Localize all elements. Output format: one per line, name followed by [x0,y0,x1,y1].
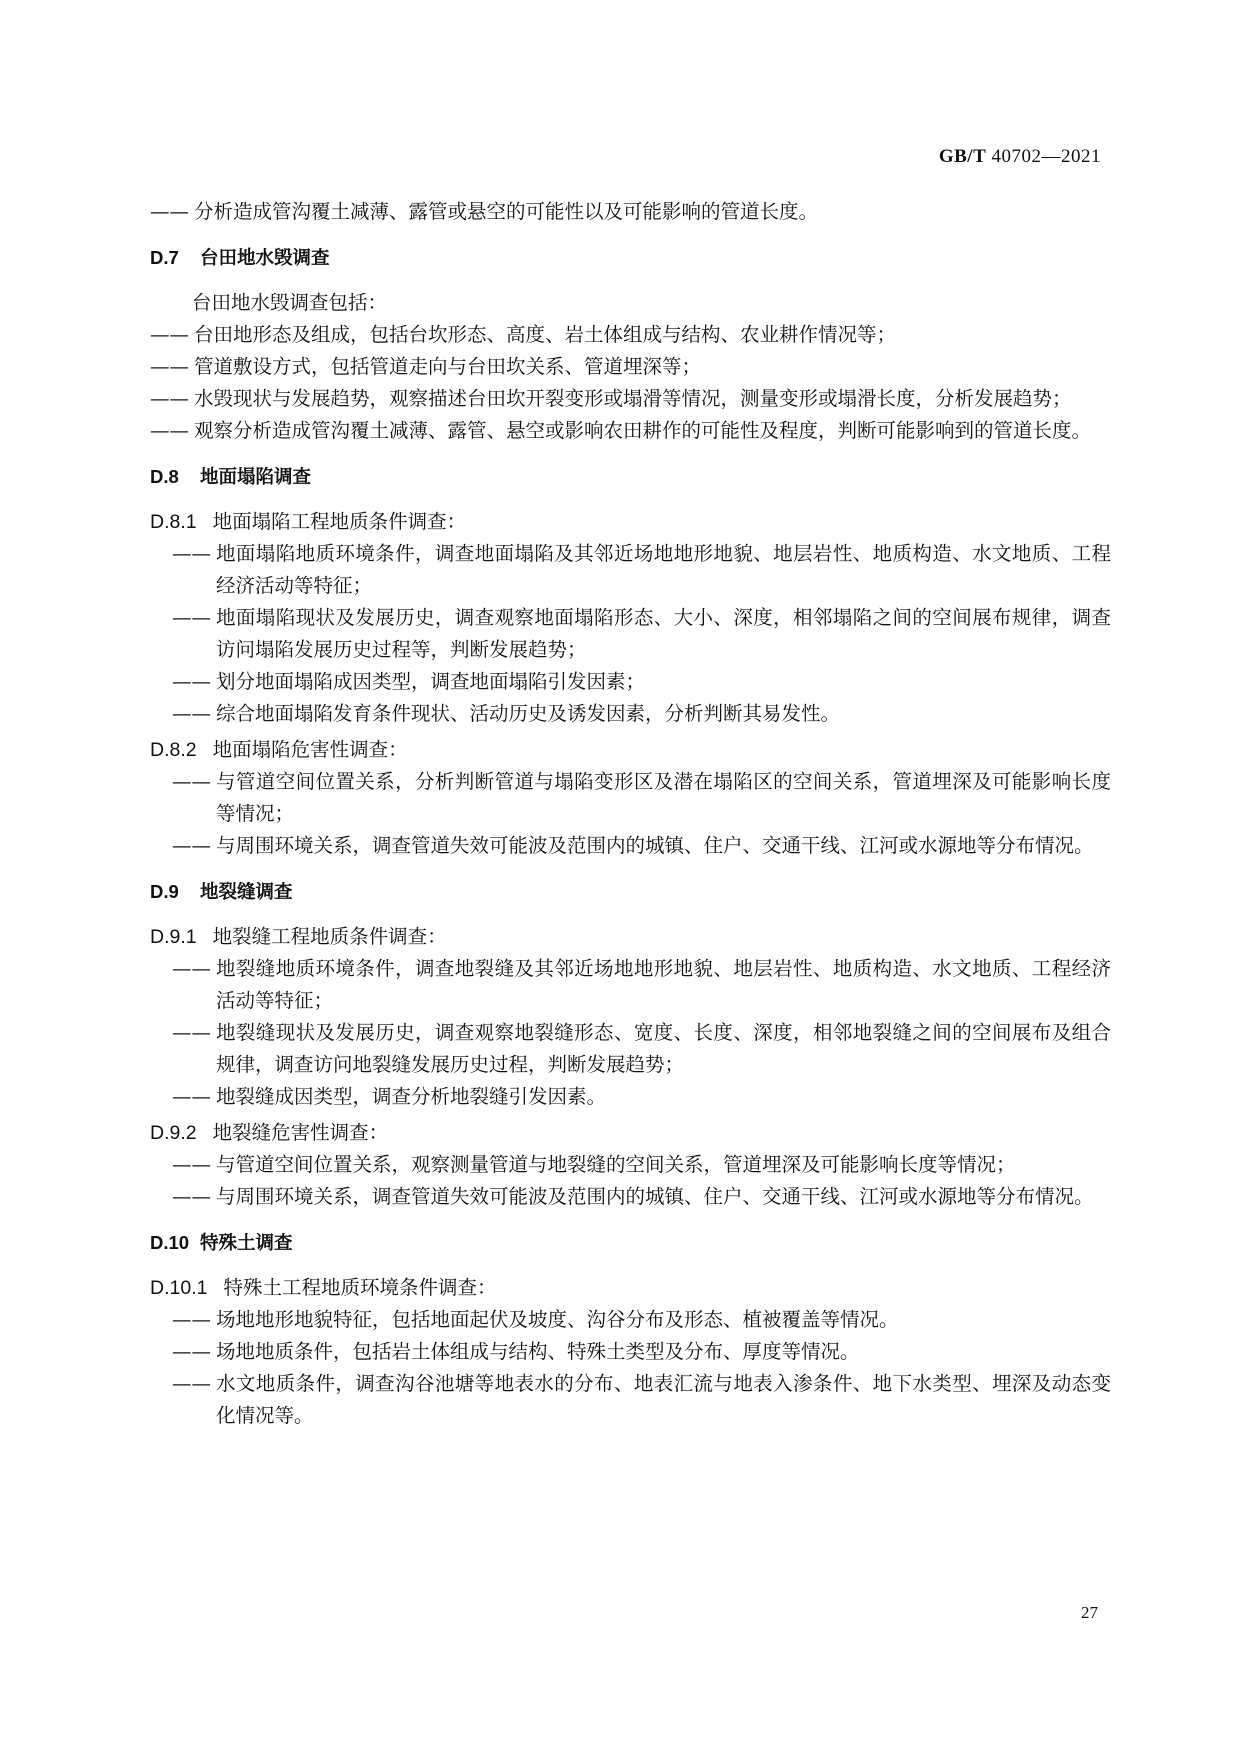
dash-marker: —— [172,670,211,693]
list-item [150,383,1111,415]
dash-marker: —— [150,387,189,410]
list-item-text: 综合地面塌陷发育条件现状、活动历史及诱发因素，分析判断其易发性。 [216,702,841,725]
list-item [150,351,1111,383]
list-item-text: 管道敷设方式，包括管道走向与台田坎关系、管道埋深等； [194,355,702,378]
section-title: 特殊土调查 [200,1233,293,1254]
subsection-number: D.10.1 [150,1277,208,1299]
subsection-heading-d9-2 [150,1117,1111,1149]
subsection-heading-d8-1 [150,506,1111,538]
dash-marker: —— [172,1153,211,1176]
list-item [172,538,1111,602]
subsection-title: 地裂缝危害性调查： [212,1121,389,1144]
section-number: D.9 [150,881,179,902]
list-item-text: 与周围环境关系，调查管道失效可能波及范围内的城镇、住户、交通干线、江河或水源地等分布情况。 [216,1185,1094,1208]
list-item [172,1081,1111,1113]
section-title: 地面塌陷调查 [200,467,312,488]
list-item-text: 地裂缝成因类型，调查分析地裂缝引发因素。 [216,1085,607,1108]
subsection-heading-d9-1 [150,921,1111,953]
list-item-text: 地裂缝地质环境条件，调查地裂缝及其邻近场地地形地貌、地层岩性、地质构造、水文地质、工程经济活动等特征； [216,957,1111,1012]
list-item-text: 场地地形地貌特征，包括地面起伏及坡度、沟谷分布及形态、植被覆盖等情况。 [216,1308,899,1331]
section-number: D.7 [150,247,179,268]
list-item-text: 水文地质条件，调查沟谷池塘等地表水的分布、地表汇流与地表入渗条件、地下水类型、埋深及动态变化情况等。 [216,1372,1111,1427]
list-item [172,1336,1111,1368]
list-item-text: 台田地形态及组成，包括台坎形态、高度、岩土体组成与结构、农业耕作情况等； [194,323,897,346]
document-body [150,196,1111,1432]
dash-marker: —— [172,1085,211,1108]
list-item [172,698,1111,730]
section-title: 台田地水毁调查 [200,248,330,269]
standard-code-prefix: GB/T [938,146,987,167]
list-item-text: 地面塌陷地质环境条件，调查地面塌陷及其邻近场地地形地貌、地层岩性、地质构造、水文地质、工程经济活动等特征； [216,542,1111,597]
list-item-text: 与管道空间位置关系，分析判断管道与塌陷变形区及潜在塌陷区的空间关系，管道埋深及可能影响长度等情况； [216,770,1111,825]
list-item [172,1149,1111,1181]
dash-marker: —— [172,957,211,980]
list-item [172,1181,1111,1213]
list-item-text: 地裂缝现状及发展历史，调查观察地裂缝形态、宽度、长度、深度，相邻地裂缝之间的空间展布及组合规律，调查访问地裂缝发展历史过程，判断发展趋势； [216,1021,1111,1076]
dash-marker: —— [172,1308,211,1331]
list-item [172,602,1111,666]
list-item-text: 划分地面塌陷成因类型，调查地面塌陷引发因素； [216,670,646,693]
dash-marker: —— [172,1340,211,1363]
dash-marker: —— [172,1185,211,1208]
section-heading-d8 [150,461,1111,494]
list-item [150,415,1111,447]
list-item-text: 场地地质条件，包括岩土体组成与结构、特殊土类型及分布、厚度等情况。 [216,1340,860,1363]
subsection-number: D.9.1 [150,926,197,948]
standard-code-number: 40702—2021 [991,146,1101,167]
dash-marker: —— [172,770,211,793]
list-item [150,196,1111,228]
subsection-title: 地面塌陷危害性调查： [212,738,408,761]
section-number: D.8 [150,466,179,487]
dash-marker: —— [150,419,189,442]
list-item-text: 分析造成管沟覆土减薄、露管或悬空的可能性以及可能影响的管道长度。 [194,200,819,223]
section-heading-d10 [150,1227,1111,1260]
section-intro: 台田地水毁调查包括： [192,291,388,314]
dash-marker: —— [172,702,211,725]
dash-marker: —— [172,834,211,857]
section-heading-d7 [150,242,1111,275]
list-item [172,1304,1111,1336]
subsection-title: 特殊土工程地质环境条件调查： [223,1276,497,1299]
list-item-text: 地面塌陷现状及发展历史，调查观察地面塌陷形态、大小、深度，相邻塌陷之间的空间展布规律，调查访问塌陷发展历史过程等，判断发展趋势； [216,606,1111,661]
section-number: D.10 [150,1232,190,1253]
page-number: 27 [1081,1603,1098,1622]
subsection-heading-d8-2 [150,734,1111,766]
subsection-number: D.9.2 [150,1122,197,1144]
subsection-title: 地面塌陷工程地质条件调查： [212,510,467,533]
list-item-text: 与周围环境关系，调查管道失效可能波及范围内的城镇、住户、交通干线、江河或水源地等分布情况。 [216,834,1094,857]
dash-marker: —— [172,1021,211,1044]
subsection-heading-d10-1 [150,1272,1111,1304]
list-item [172,830,1111,862]
list-item-text: 水毁现状与发展趋势，观察描述台田坎开裂变形或塌滑等情况，测量变形或塌滑长度，分析发展趋势； [194,387,1072,410]
list-item-text: 观察分析造成管沟覆土减薄、露管、悬空或影响农田耕作的可能性及程度，判断可能影响到的管道长度。 [194,419,1092,442]
subsection-number: D.8.1 [150,511,197,533]
dash-marker: —— [150,323,189,346]
list-item [172,1368,1111,1432]
list-item [172,1017,1111,1081]
list-item [172,666,1111,698]
dash-marker: —— [172,1372,211,1395]
list-item [150,319,1111,351]
section-heading-d9 [150,876,1111,909]
section-title: 地裂缝调查 [200,882,293,903]
list-item [172,766,1111,830]
list-item [172,953,1111,1017]
standard-code [939,146,1101,168]
dash-marker: —— [150,200,189,223]
list-item-text: 与管道空间位置关系，观察测量管道与地裂缝的空间关系，管道埋深及可能影响长度等情况； [216,1153,1016,1176]
subsection-title: 地裂缝工程地质条件调查： [212,925,447,948]
dash-marker: —— [172,606,211,629]
dash-marker: —— [150,355,189,378]
dash-marker: —— [172,542,211,565]
subsection-number: D.8.2 [150,739,197,761]
